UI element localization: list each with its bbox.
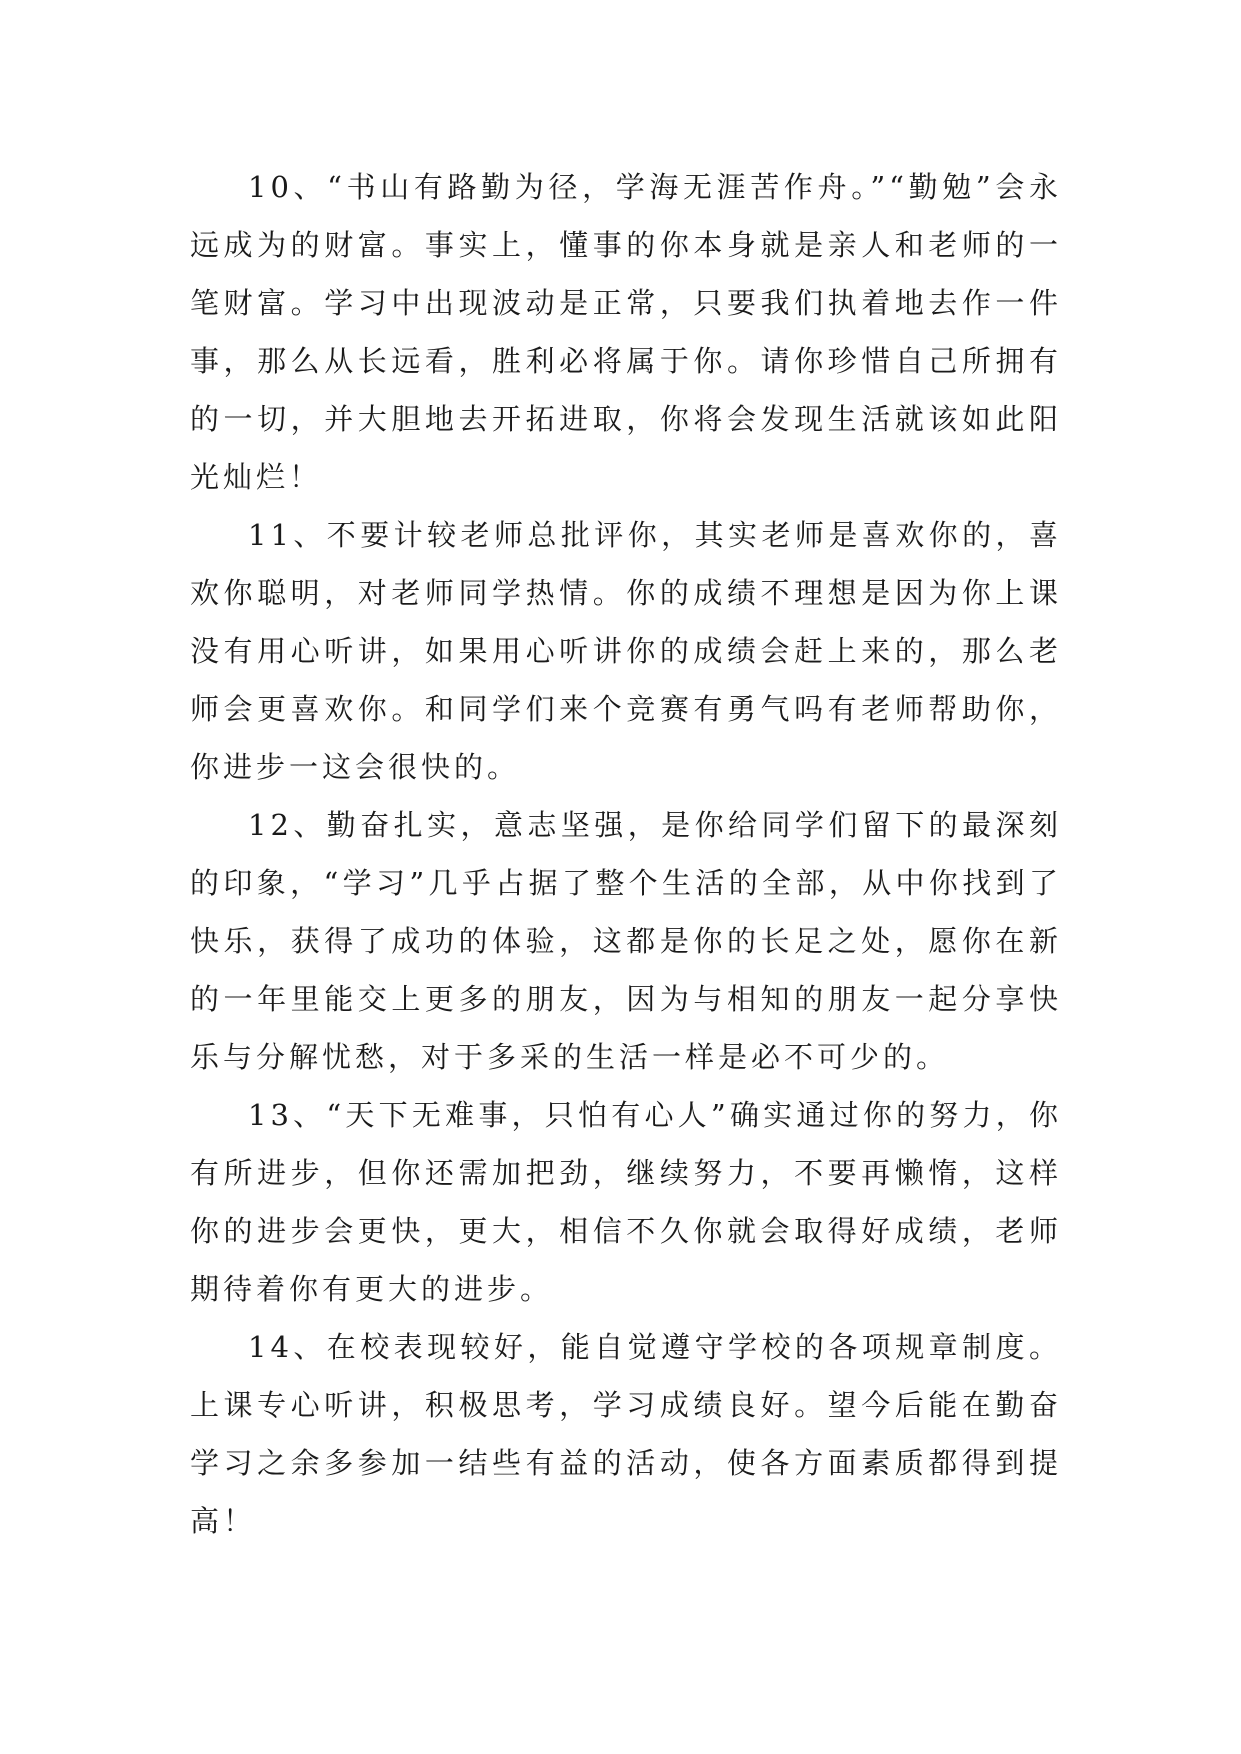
comment-paragraph-10: 10、“书山有路勤为径，学海无涯苦作舟。”“勤勉”会永远成为的财富。事实上，懂事的你本身就是亲人和老师的一笔财富。学习中出现波动是正常，只要我们执着地去作一件事，那么从长远看，胜利必将属于你。请你珍惜自己所拥有的一切，并大胆地去开拓进取，你将会发现生活就该如此阳光灿烂！ (190, 170, 1062, 494)
comment-paragraph-11: 11、不要计较老师总批评你，其实老师是喜欢你的，喜欢你聪明，对老师同学热情。你的成绩不理想是因为你上课没有用心听讲，如果用心听讲你的成绩会赶上来的，那么老师会更喜欢你。和同学们来个竞赛有勇气吗有老师帮助你，你进步一这会很快的。 (190, 518, 1062, 784)
comment-paragraph-12: 12、勤奋扎实，意志坚强，是你给同学们留下的最深刻的印象，“学习”几乎占据了整个生活的全部，从中你找到了快乐，获得了成功的体验，这都是你的长足之处，愿你在新的一年里能交上更多的朋友，因为与相知的朋友一起分享快乐与分解忧愁，对于多采的生活一样是必不可少的。 (190, 808, 1062, 1074)
comment-paragraph-14: 14、在校表现较好，能自觉遵守学校的各项规章制度。上课专心听讲，积极思考，学习成绩良好。望今后能在勤奋学习之余多参加一结些有益的活动，使各方面素质都得到提高！ (190, 1330, 1062, 1538)
comment-paragraph-13: 13、“天下无难事，只怕有心人”确实通过你的努力，你有所进步，但你还需加把劲，继续努力，不要再懒惰，这样你的进步会更快，更大，相信不久你就会取得好成绩，老师期待着你有更大的进步。 (190, 1098, 1062, 1306)
document-body (190, 158, 1062, 1550)
